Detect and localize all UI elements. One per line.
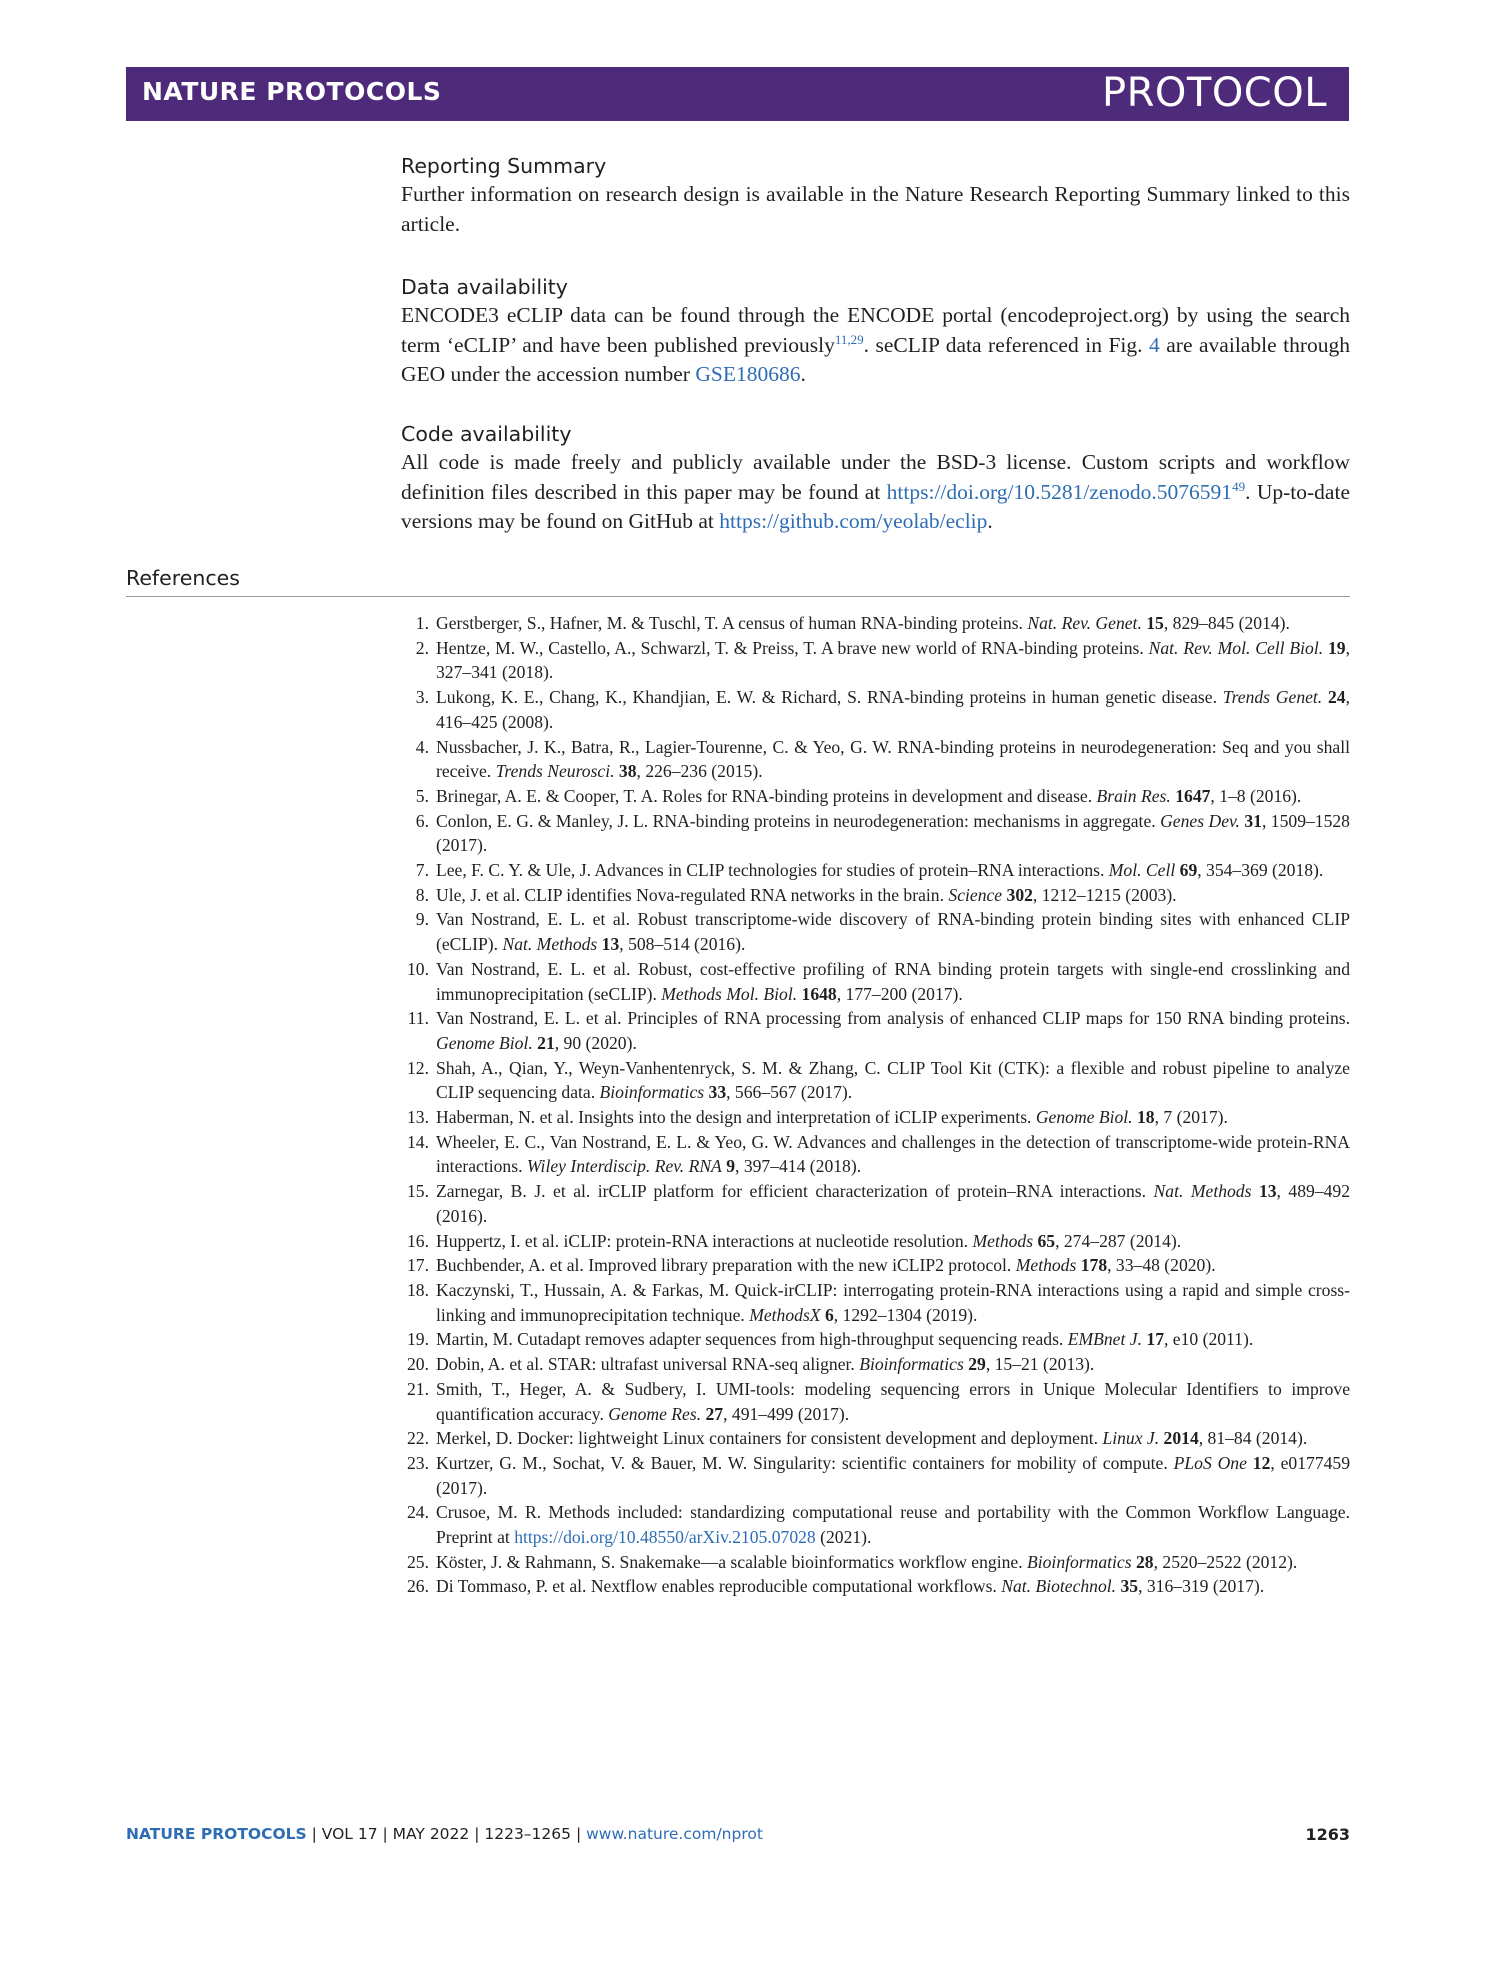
reference-number: 17. [407,1255,429,1276]
reference-number: 16. [407,1230,429,1251]
reference-number: 25. [407,1551,429,1572]
reference-item [401,1451,1350,1500]
reference-volume: 35 [1120,1576,1139,1597]
reference-item [401,784,1350,809]
reference-journal: Mol. Cell [1108,860,1176,881]
reference-item [401,1179,1350,1228]
reference-volume: 38 [618,761,637,782]
reference-authors-title: Shah, A., Qian, Y., Weyn-Vanhentenryck, S. M. & Zhang, C. CLIP Tool Kit (CTK): a flexible and robust pipeline to analyze CLIP sequencing data. [436,1057,1350,1103]
reference-journal: Genome Biol. [436,1032,533,1053]
reference-volume: 29 [968,1354,986,1375]
reference-pages-year: , 489–492 (2016). [436,1181,1351,1226]
reference-item [401,1550,1350,1575]
reference-pages-year: , 81–84 (2014). [1198,1428,1308,1449]
reference-volume: 65 [1037,1230,1056,1251]
reference-authors-title: Zarnegar, B. J. et al. irCLIP platform for efficient characterization of protein–RNA interactions. [436,1181,1154,1202]
reference-number: 6. [415,810,429,831]
reference-item [401,1377,1350,1426]
geo-accession-link[interactable]: GSE180686 [695,362,801,386]
reporting-summary-text: Further information on research design is available in the Nature Research Reporting Summary linked to this article. [401,182,1350,236]
reference-item [401,809,1350,858]
reference-authors-title: Buchbender, A. et al. Improved library preparation with the new iCLIP2 protocol. [436,1255,1016,1276]
reference-journal: PLoS One [1173,1452,1247,1473]
reference-number: 12. [407,1057,429,1078]
reference-journal: Science [948,884,1003,905]
reference-journal: Bioinformatics [599,1082,705,1103]
reference-volume: 6 [824,1304,834,1325]
reference-journal: Methods [1015,1255,1077,1276]
reference-item [401,883,1350,908]
reference-number: 20. [407,1354,429,1375]
reference-authors-title: Van Nostrand, E. L. et al. Robust, cost-effective profiling of RNA binding protein targets with single-end crosslinking and immunoprecipitation (seCLIP). [436,958,1350,1004]
reference-volume: 33 [708,1082,727,1103]
reference-number: 2. [415,637,429,658]
citation-superscript[interactable]: 49 [1232,478,1246,494]
reference-authors-title: Köster, J. & Rahmann, S. Snakemake—a scalable bioinformatics workflow engine. [436,1551,1027,1572]
reference-number: 23. [407,1452,429,1473]
reference-journal: Nat. Rev. Genet. [1027,613,1142,633]
reference-item [401,907,1350,956]
reference-number: 1. [415,613,429,633]
reference-pages-year: , 397–414 (2018). [735,1156,862,1177]
reference-journal: MethodsX [749,1304,821,1325]
reference-volume: 13 [601,934,620,955]
reference-volume: 28 [1136,1551,1154,1572]
code-availability-section [401,420,1350,537]
reference-item [401,636,1350,685]
reference-journal: Genome Biol. [1035,1107,1133,1128]
reference-pages-year: , 15–21 (2013). [985,1354,1095,1375]
reference-journal: Nat. Methods [1153,1181,1252,1202]
data-availability-heading: Data availability [401,275,568,299]
reference-number: 19. [407,1329,429,1350]
reference-authors-title: Nussbacher, J. K., Batra, R., Lagier-Tourenne, C. & Yeo, G. W. RNA-binding proteins in neurodegeneration: Seq and you shall receive. [436,736,1350,782]
reference-item [401,685,1350,734]
reference-journal: Genome Res. [608,1403,702,1424]
reference-volume: 302 [1006,884,1033,905]
reference-authors-title: Merkel, D. Docker: lightweight Linux containers for consistent development and deployment. [436,1428,1103,1449]
reference-pages-year: , 1292–1304 (2019). [833,1304,978,1325]
reference-authors-title: Ule, J. et al. CLIP identifies Nova-regulated RNA networks in the brain. [436,884,949,905]
code-availability-heading: Code availability [401,422,572,446]
reference-pages-year: , 1–8 (2016). [1210,785,1302,806]
reference-authors-title: Wheeler, E. C., Van Nostrand, E. L. & Yeo, G. W. Advances and challenges in the detection of transcriptome-wide protein-RNA interactions. [436,1131,1350,1177]
reference-pages-year: , 226–236 (2015). [636,761,763,782]
reference-authors-title: Smith, T., Heger, A. & Sudbery, I. UMI-tools: modeling sequencing errors in Unique Molecular Identifiers to improve quantification accuracy. [436,1378,1350,1424]
figure-link[interactable]: 4 [1149,332,1160,357]
reference-item [401,1253,1350,1278]
reference-pages-year: , 90 (2020). [554,1032,637,1053]
reference-journal: Methods Mol. Biol. [661,983,798,1004]
reference-number: 26. [407,1576,429,1597]
reference-item [401,1352,1350,1377]
reference-number: 5. [415,785,429,806]
reference-link[interactable]: https://doi.org/10.48550/arXiv.2105.07028 [514,1527,816,1548]
reference-item [401,1426,1350,1451]
reference-pages-year: , 7 (2017). [1154,1107,1228,1128]
reference-volume: 1647 [1175,785,1211,806]
article-type: PROTOCOL [1101,70,1327,116]
reference-volume: 69 [1179,860,1198,881]
reference-item [401,611,1350,636]
reference-volume: 15 [1146,613,1164,633]
reference-pages-year: , 1509–1528 (2017). [436,810,1350,856]
reference-number: 10. [407,958,429,979]
reference-pages-year: , 566–567 (2017). [726,1082,853,1103]
reference-journal: Bioinformatics [1027,1551,1132,1572]
reference-number: 22. [407,1428,429,1449]
reference-number: 7. [415,860,429,881]
reference-item [401,1278,1350,1327]
data-availability-text: ENCODE3 eCLIP data can be found through the ENCODE portal (encodeproject.org) by using the search term ‘eCLIP’ and have been published previously$^{11,29}$. seCLIP data referenced in Fig. 4 are available through GEO under the accession number GSE180686. [401,303,1350,386]
reporting-summary-section [401,152,1350,239]
reference-number: 13. [407,1107,429,1128]
reference-pages-year: , 829–845 (2014). [1163,613,1290,633]
footer-journal: NATURE PROTOCOLS [126,1825,307,1843]
reference-volume: 12 [1252,1452,1271,1473]
footer-url-link[interactable]: www.nature.com/nprot [586,1825,763,1843]
references-divider [126,596,1350,597]
reference-pages-year: , e10 (2011). [1163,1329,1254,1350]
reference-journal: Nat. Rev. Mol. Cell Biol. [1148,637,1324,658]
journal-header-bar [126,67,1349,121]
reference-volume: 1648 [801,983,837,1004]
reference-authors-title: Van Nostrand, E. L. et al. Principles of RNA processing from analysis of enhanced CLIP maps for 150 RNA binding proteins. [436,1008,1350,1029]
reference-item [401,1130,1350,1179]
reference-number: 3. [415,687,429,708]
reporting-summary-heading: Reporting Summary [401,154,607,178]
reference-item [401,1229,1350,1254]
citation-superscript[interactable]: 11,29 [834,331,864,347]
reference-number: 24. [407,1502,429,1523]
reference-authors-title: Lee, F. C. Y. & Ule, J. Advances in CLIP technologies for studies of protein–RNA interactions. [436,860,1109,881]
data-availability-section [401,273,1350,390]
reference-authors-title: Huppertz, I. et al. iCLIP: protein-RNA interactions at nucleotide resolution. [436,1230,973,1251]
reference-list [401,611,1350,1599]
reference-journal: Wiley Interdiscip. Rev. RNA [526,1156,722,1177]
reference-pages-year: (2021). [815,1527,872,1548]
reference-volume: 9 [726,1156,736,1177]
reference-number: 15. [407,1181,429,1202]
reference-pages-year: , 1212–1215 (2003). [1032,884,1177,905]
reference-journal: Nat. Methods [502,934,598,955]
reference-volume: 18 [1137,1107,1155,1128]
reference-item [401,1574,1350,1599]
reference-authors-title: Brinegar, A. E. & Cooper, T. A. Roles for RNA-binding proteins in development and disease. [436,785,1097,806]
reference-number: 9. [415,909,429,930]
reference-pages-year: , 177–200 (2017). [836,983,963,1004]
footer-pages: 1223–1265 [484,1825,572,1843]
reference-volume: 2014 [1163,1428,1199,1449]
github-link[interactable]: https://github.com/yeolab/eclip [719,509,988,533]
reference-authors-title: Van Nostrand, E. L. et al. Robust transcriptome-wide discovery of RNA-binding protein binding sites with enhanced CLIP (eCLIP). [436,909,1350,955]
reference-authors-title: Kaczynski, T., Hussain, A. & Farkas, M. Quick-irCLIP: interrogating protein-RNA interactions using a rapid and simple cross-linking and immunoprecipitation technique. [436,1279,1350,1325]
reference-item [401,1006,1350,1055]
reference-item [401,1105,1350,1130]
reference-journal: Genes Dev. [1160,810,1240,831]
reference-pages-year: , e0177459 (2017). [436,1452,1351,1498]
reference-journal: Brain Res. [1096,785,1171,806]
reference-item [401,735,1350,784]
footer-date: MAY 2022 [392,1825,470,1843]
reference-authors-title: Crusoe, M. R. Methods included: standardizing computational reuse and portability with the Common Workflow Language. Preprint at [436,1502,1350,1548]
reference-authors-title: Martin, M. Cutadapt removes adapter sequences from high-throughput sequencing reads. [436,1329,1068,1350]
reference-number: 11. [407,1008,429,1029]
reference-authors-title: Di Tommaso, P. et al. Nextflow enables reproducible computational workflows. [436,1576,1002,1597]
reference-pages-year: , 508–514 (2016). [619,934,746,955]
reference-journal: Nat. Biotechnol. [1001,1576,1117,1597]
reference-number: 4. [415,736,429,757]
reference-authors-title: Haberman, N. et al. Insights into the design and interpretation of iCLIP experiments. [436,1107,1036,1128]
reference-journal: EMBnet J. [1067,1329,1142,1350]
zenodo-link[interactable]: https://doi.org/10.5281/zenodo.5076591 [886,479,1233,504]
reference-journal: Bioinformatics [859,1354,964,1375]
reference-item [401,957,1350,1006]
reference-volume: 31 [1244,810,1262,831]
references-heading: References [126,566,240,590]
reference-authors-title: Lukong, K. E., Chang, K., Khandjian, E. W. & Richard, S. RNA-binding proteins in human genetic disease. [436,687,1223,708]
reference-authors-title: Conlon, E. G. & Manley, J. L. RNA-binding proteins in neurodegeneration: mechanisms in aggregate. [436,810,1161,831]
reference-item [401,1327,1350,1352]
reference-authors-title: Hentze, M. W., Castello, A., Schwarzl, T. & Preiss, T. A brave new world of RNA-binding proteins. [436,637,1149,658]
code-availability-text: All code is made freely and publicly available under the BSD-3 license. Custom scripts and workflow definition files described in this paper may be found at https://doi.org/10.5281/zenodo.5076591$^{49}$. Up-to-date versions may be found on GitHub at https://github.com/yeolab/eclip. [401,450,1350,533]
reference-item [401,858,1350,883]
reference-item [401,1500,1350,1549]
reference-volume: 178 [1080,1255,1108,1276]
reference-volume: 13 [1258,1181,1277,1202]
page-footer: NATURE PROTOCOLS | VOL 17 | MAY 2022 | 1223–1265 | www.nature.com/nprot 1263 [126,1825,1350,1844]
reference-pages-year: , 2520–2522 (2012). [1153,1551,1298,1572]
reference-number: 8. [415,884,429,905]
reference-volume: 21 [537,1032,555,1053]
journal-name: NATURE PROTOCOLS [142,77,442,106]
reference-authors-title: Kurtzer, G. M., Sochat, V. & Bauer, M. W. Singularity: scientific containers for mobility of compute. [436,1452,1174,1473]
reference-pages-year: , 354–369 (2018). [1197,860,1324,881]
reference-pages-year: , 327–341 (2018). [436,637,1350,683]
reference-volume: 19 [1328,637,1346,658]
reference-pages-year: , 491–499 (2017). [723,1403,850,1424]
reference-journal: Trends Neurosci. [495,761,615,782]
page-number: 1263 [1305,1825,1350,1844]
reference-volume: 17 [1146,1329,1164,1350]
reference-authors-title: Dobin, A. et al. STAR: ultrafast universal RNA-seq aligner. [436,1354,860,1375]
reference-volume: 24 [1328,687,1346,708]
reference-authors-title: Gerstberger, S., Hafner, M. & Tuschl, T. A census of human RNA-binding proteins. [436,613,1028,633]
reference-journal: Trends Genet. [1222,687,1323,708]
footer-volume: VOL 17 [321,1825,378,1843]
reference-pages-year: , 316–319 (2017). [1138,1576,1265,1597]
reference-number: 21. [407,1378,429,1399]
reference-number: 14. [407,1131,429,1152]
reference-pages-year: , 274–287 (2014). [1055,1230,1182,1251]
reference-volume: 27 [705,1403,724,1424]
reference-number: 18. [407,1279,429,1300]
reference-pages-year: , 33–48 (2020). [1107,1255,1216,1276]
reference-journal: Methods [972,1230,1034,1251]
reference-journal: Linux J. [1102,1428,1160,1449]
reference-item [401,1056,1350,1105]
reference-pages-year: , 416–425 (2008). [436,687,1350,732]
